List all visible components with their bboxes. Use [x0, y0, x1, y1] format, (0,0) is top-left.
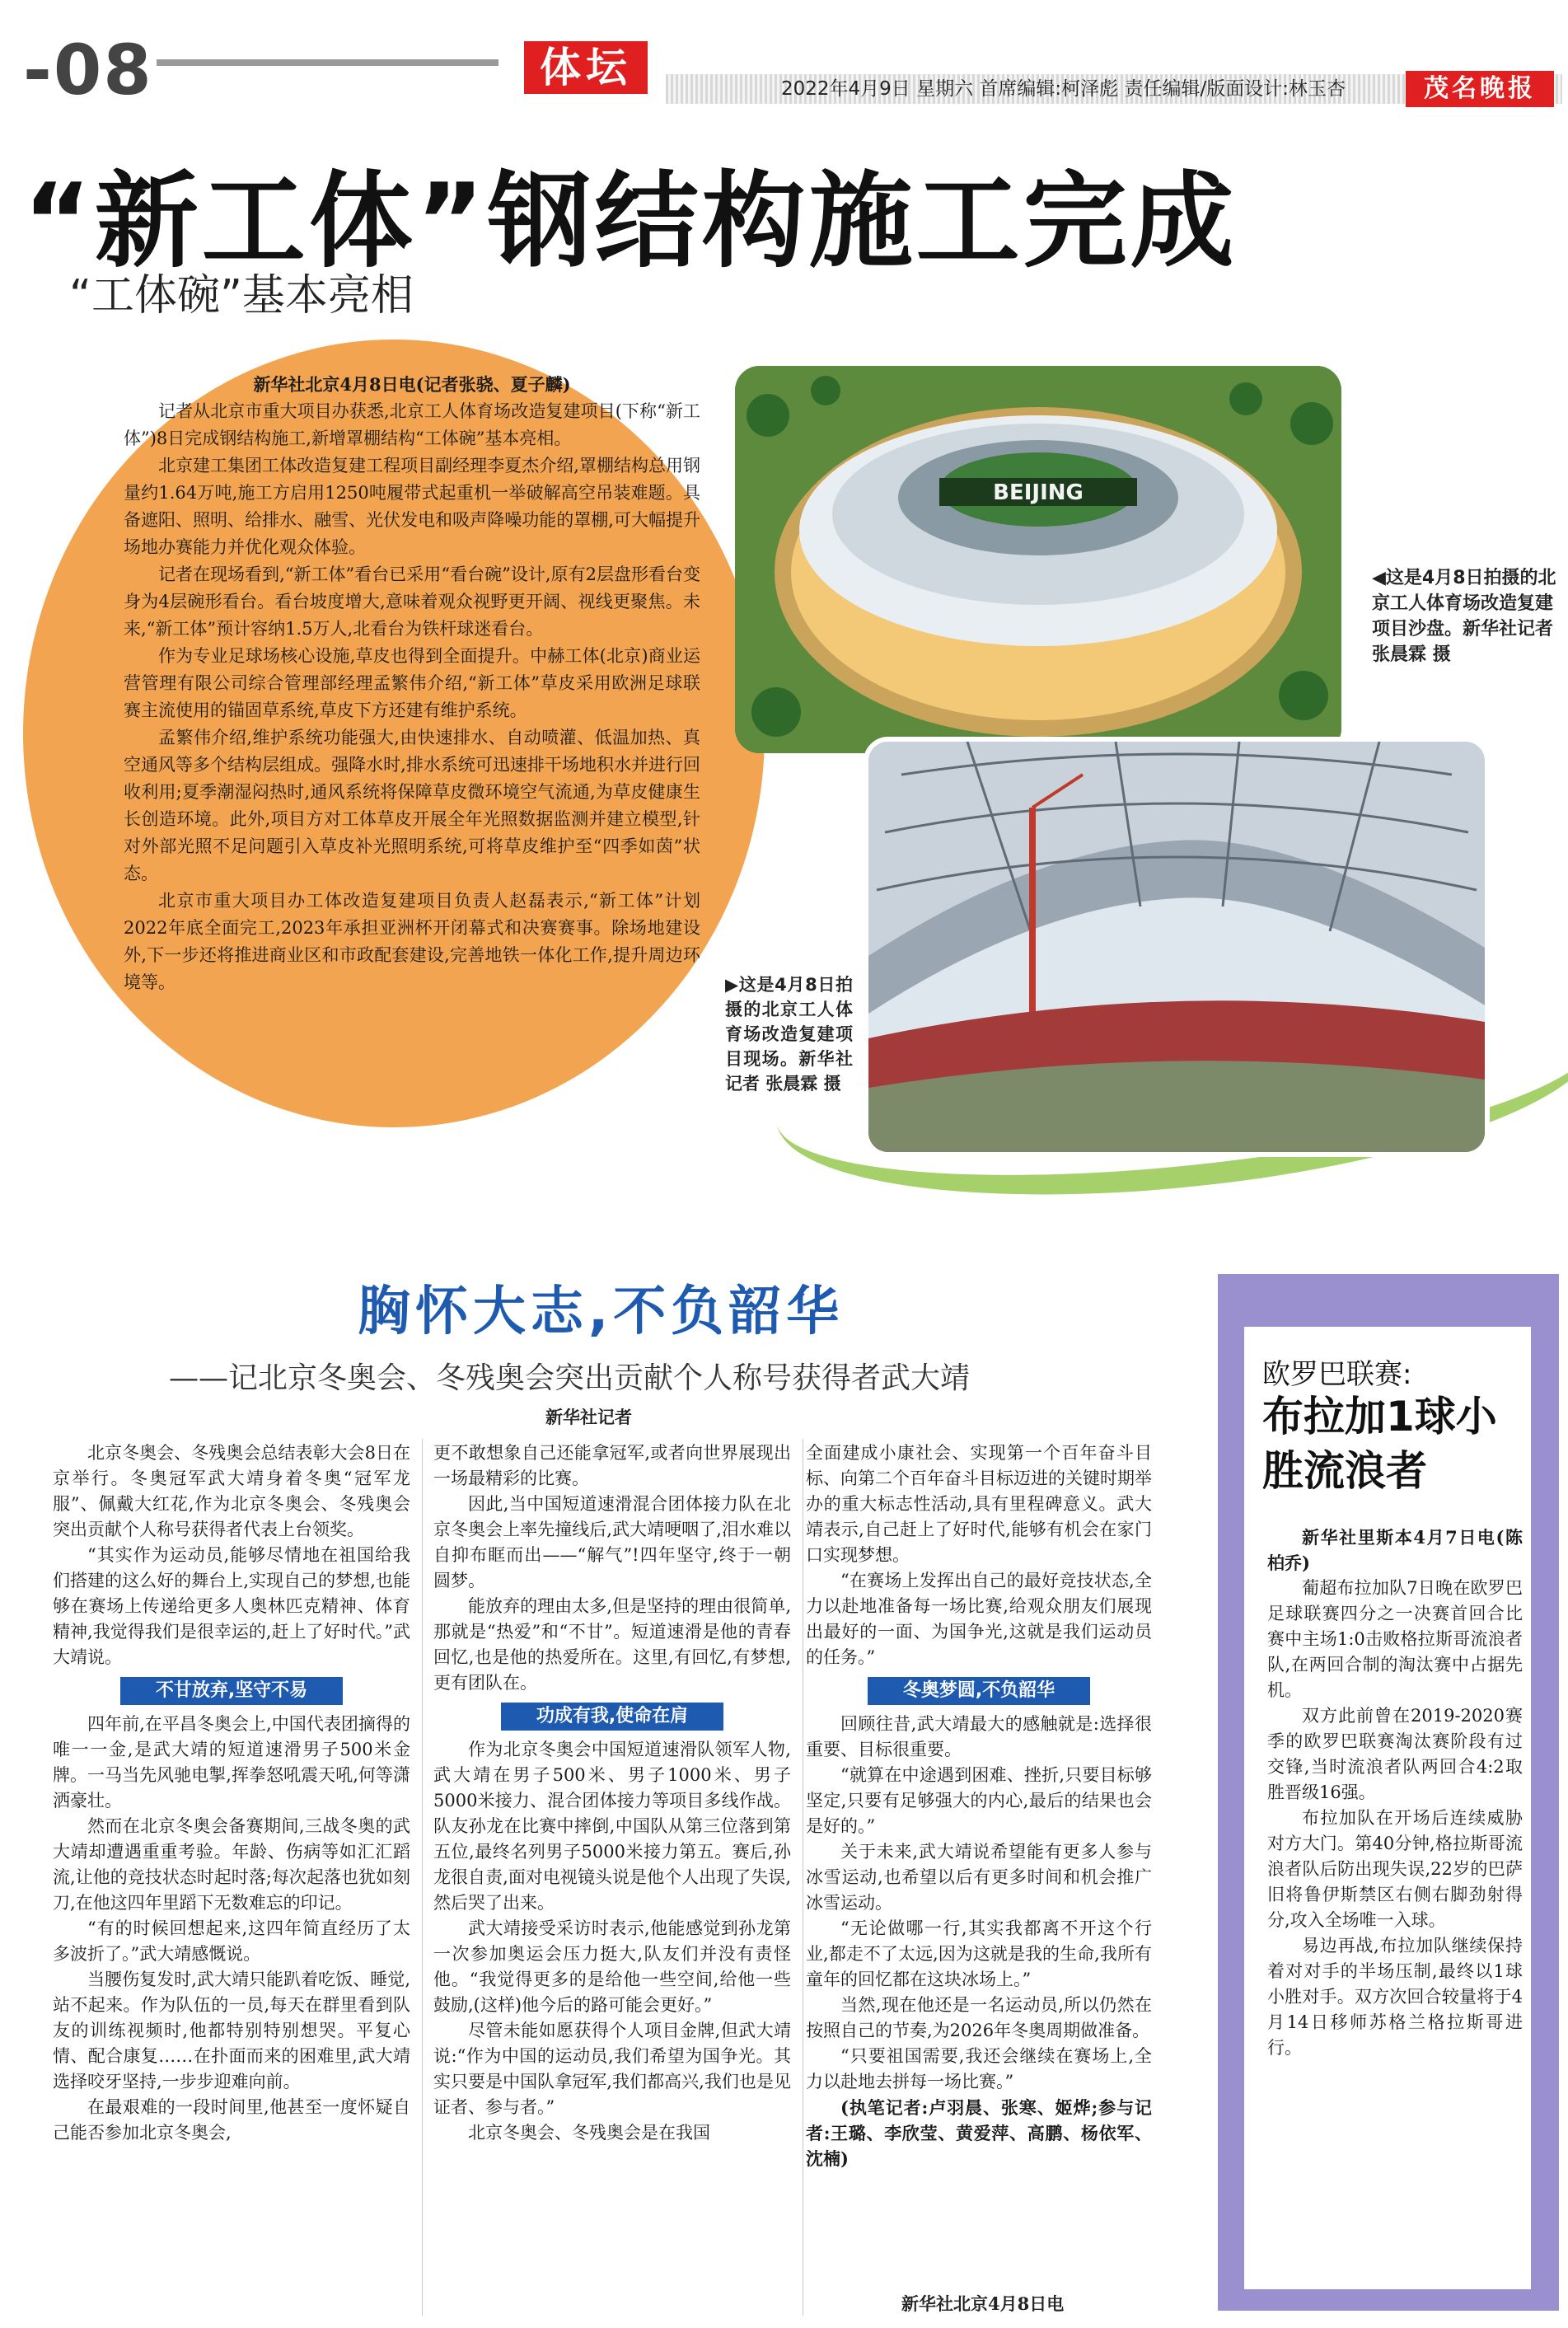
- article2-subhead: 功成有我,使命在肩: [501, 1703, 723, 1731]
- article2-paragraph: “就算在中途遇到困难、挫折,只要目标够坚定,只要有足够强大的内心,最后的结果也会是好的。”: [806, 1765, 1152, 1836]
- section-badge: 体坛: [524, 41, 648, 94]
- article1-paragraph: 记者在现场看到,“新工体”看台已采用“看台碗”设计,原有2层盘形看台变身为4层碗形看台。看台坡度增大,意味着观众视野更开阔、视线更聚焦。未来,“新工体”预计容纳1.5万人,北看台为铁杆球迷看台。: [124, 564, 700, 639]
- article2-paragraph: “其实作为运动员,能够尽情地在祖国给我们搭建的这么好的舞台上,实现自己的梦想,也能够在赛场上传递给更多人奥林匹克精神、体育精神,我觉得我们是很幸运的,赶上了好时代。”武大靖说。: [53, 1545, 410, 1667]
- page-number: -08: [23, 30, 153, 110]
- sidebar-body: [1267, 1525, 1523, 2061]
- article1-paragraph: 孟繁伟介绍,维护系统功能强大,由快速排水、自动喷灌、低温加热、真空通风等多个结构层组成。强降水时,排水系统可迅速排干场地积水并进行回收利用;夏季潮湿闷热时,通风系统将保障草皮微环境空气流通,为草皮健康生长创造环境。此外,项目方对工体草皮开展全年光照数据监测并建立模型,针对外部光照不足问题引入草皮补光照明系统,可将草皮维护至“四季如茵”状态。: [124, 728, 700, 883]
- article2-subheadline: ——记北京冬奥会、冬残奥会突出贡献个人称号获得者武大靖: [169, 1361, 971, 1395]
- article2-column-a: [53, 1440, 410, 2146]
- article2-paragraph: 作为北京冬奥会中国短道速滑队领军人物,武大靖在男子500米、男子1000米、男子5000米接力、混合团体接力等项目多线作战。队友孙龙在比赛中摔倒,中国队从第三位落到第五位,最终名列男子5000米接力第五。赛后,孙龙很自责,面对电视镜头说是他个人出现了失误,然后哭了出来。: [433, 1740, 791, 1913]
- article2-paragraph: 关于未来,武大靖说希望能有更多人参与冰雪运动,也希望以后有更多时间和机会推广冰雪运动。: [806, 1842, 1152, 1913]
- sidebar-paragraph: 双方此前曾在2019-2020赛季的欧罗巴联赛淘汰赛阶段有过交锋,当时流浪者队两回合4:2取胜晋级16强。: [1267, 1706, 1523, 1802]
- article2-paragraph: 回顾往昔,武大靖最大的感触就是:选择很重要、目标很重要。: [806, 1714, 1152, 1759]
- steel-structure-icon: [868, 742, 1485, 1152]
- column-divider: [422, 1439, 423, 2316]
- photo1-caption: ◀这是4月8日拍摄的北京工人体育场改造复建项目沙盘。新华社记者 张晨霖 摄: [1372, 568, 1556, 665]
- article2-column-b: [433, 1440, 791, 2146]
- article2-paragraph: 在最艰难的一段时间里,他甚至一度怀疑自己能否参加北京冬奥会,: [53, 2097, 410, 2143]
- article1-subheadline: “工体碗”基本亮相: [69, 271, 414, 321]
- article2-paragraph: 当腰伤复发时,武大靖只能趴着吃饭、睡觉,站不起来。作为队伍的一员,每天在群里看到队友的训练视频时,他都特别特别想哭。平复心情、配合康复……在扑面而来的困难里,武大靖选择咬牙坚持,一步步迎难向前。: [53, 1970, 410, 2091]
- article2-dateline: 新华社北京4月8日电: [901, 2293, 1065, 2314]
- article2-paragraph: “在赛场上发挥出自己的最好竞技状态,全力以赴地准备每一场比赛,给观众朋友们展现出最好的一面、为国争光,这就是我们运动员的任务。”: [806, 1571, 1152, 1667]
- article2-paragraph: 能放弃的理由太多,但是坚持的理由很简单,那就是“热爱”和“不甘”。短道速滑是他的青春回忆,也是他的热爱所在。这里,有回忆,有梦想,更有团队在。: [433, 1596, 791, 1693]
- article2-subhead: 不甘放弃,坚守不易: [120, 1677, 343, 1705]
- article2-byline: 新华社记者: [545, 1407, 632, 1427]
- construction-site-photo: [864, 737, 1490, 1157]
- article2-credits: (执笔记者:卢羽晨、张寒、姬烨;参与记者:王璐、李欣莹、黄爱萍、高鹏、杨依军、沈楠): [806, 2097, 1152, 2169]
- sidebar-paragraph: 布拉加队在开场后连续威胁对方大门。第40分钟,格拉斯哥流浪者队后防出现失误,22岁的巴萨旧将鲁伊斯禁区右侧右脚劲射得分,攻入全场唯一入球。: [1267, 1808, 1523, 1930]
- scoreboard-text: BEIJING: [993, 480, 1084, 505]
- article2-paragraph: 北京冬奥会、冬残奥会总结表彰大会8日在京举行。冬奥冠军武大靖身着冬奥“冠军龙服”、佩戴大红花,作为北京冬奥会、冬残奥会突出贡献个人称号获得者代表上台领奖。: [53, 1443, 410, 1539]
- article2-paragraph: 更不敢想象自己还能拿冠军,或者向世界展现出一场最精彩的比赛。: [433, 1443, 791, 1488]
- sidebar-paragraph: 易边再战,布拉加队继续保持着对对手的半场压制,最终以1球小胜对手。双方次回合较量将于4月14日移师苏格兰格拉斯哥进行。: [1267, 1936, 1523, 2058]
- article1-lead: 新华社北京4月8日电(记者张骁、夏子麟): [253, 374, 571, 395]
- sidebar-kicker: 欧罗巴联赛:: [1262, 1358, 1412, 1391]
- article1-paragraph: 北京建工集团工体改造复建工程项目副经理李夏杰介绍,罩棚结构总用钢量约1.64万吨,施工方启用1250吨履带式起重机一举破解高空吊装难题。具备遮阳、照明、给排水、融雪、光伏发电和吸声降噪功能的罩棚,可大幅提升场地办赛能力并优化观众体验。: [124, 456, 700, 557]
- article2-paragraph: 然而在北京冬奥会备赛期间,三战冬奥的武大靖却遭遇重重考验。年龄、伤病等如汇汇蹈流,让他的竞技状态时起时落;每次起落也犹如刻刀,在他这四年里蹈下无数难忘的印记。: [53, 1816, 410, 1913]
- article2-paragraph: 全面建成小康社会、实现第一个百年奋斗目标、向第二个百年奋斗目标迈进的关键时期举办的重大标志性活动,具有里程碑意义。武大靖表示,自己赶上了好时代,能够有机会在家门口实现梦想。: [806, 1443, 1152, 1565]
- article1-paragraph: 作为专业足球场核心设施,草皮也得到全面提升。中赫工体(北京)商业运营管理有限公司综合管理部经理孟繁伟介绍,“新工体”草皮采用欧洲足球联赛主流使用的锚固草系统,草皮下方还建有维护系统。: [124, 646, 700, 720]
- sidebar-title: 布拉加1球小胜流浪者: [1262, 1393, 1497, 1495]
- article1-paragraph: 记者从北京市重大项目办获悉,北京工人体育场改造复建项目(下称“新工体”)8日完成钢结构施工,新增罩棚结构“工体碗”基本亮相。: [124, 401, 700, 448]
- stadium-model-photo: [735, 366, 1341, 753]
- article2-paragraph: 武大靖接受采访时表示,他能感觉到孙龙第一次参加奥运会压力挺大,队友们并没有责怪他。“我觉得更多的是给他一些空间,给他一些鼓励,(这样)他今后的路可能会更好。”: [433, 1918, 791, 2015]
- article2-paragraph: 当然,现在他还是一名运动员,所以仍然在按照自己的节奏,为2026年冬奥周期做准备。: [806, 1995, 1152, 2040]
- article2-paragraph: 四年前,在平昌冬奥会上,中国代表团摘得的唯一一金,是武大靖的短道速滑男子500米金牌。一马当先风驰电掣,挥拳怒吼震天吼,何等潇洒豪壮。: [53, 1714, 410, 1810]
- article1-headline: “新工体”钢结构施工完成: [23, 161, 1238, 282]
- article2-paragraph: 因此,当中国短道速滑混合团体接力队在北京冬奥会上率先撞线后,武大靖哽咽了,泪水难以自抑布眶而出——“解气”!四年坚守,终于一朝圆梦。: [433, 1494, 791, 1590]
- article2-column-c: [806, 1440, 1152, 2171]
- article2-paragraph: “只要祖国需要,我还会继续在赛场上,全力以赴地去拼每一场比赛。”: [806, 2046, 1152, 2091]
- article2-paragraph: “有的时候回想起来,这四年简直经历了太多波折了。”武大靖感慨说。: [53, 1918, 410, 1964]
- sidebar-paragraph: 葡超布拉加队7日晚在欧罗巴足球联赛四分之一决赛首回合比赛中主场1:0击败格拉斯哥流浪者队,在两回合制的淘汰赛中占据先机。: [1267, 1578, 1523, 1700]
- header-rule: [157, 59, 498, 66]
- article2-paragraph: 北京冬奥会、冬残奥会是在我国: [468, 2123, 710, 2143]
- photo2-caption: ▶这是4月8日拍摄的北京工人体育场改造复建项目现场。新华社记者 张晨霖 摄: [725, 975, 853, 1094]
- sidebar-lead: 新华社里斯本4月7日电(陈柏乔): [1267, 1527, 1523, 1573]
- article2-subhead: 冬奥梦圆,不负韶华: [868, 1677, 1090, 1705]
- stadium-model-icon: [735, 366, 1341, 753]
- dateline: 2022年4月9日 星期六 首席编辑:柯泽彪 责任编辑/版面设计:林玉杏: [781, 78, 1346, 100]
- article1-paragraph: 北京市重大项目办工体改造复建项目负责人赵磊表示,“新工体”计划2022年底全面完工,2023年承担亚洲杯开闭幕式和决赛赛事。除场地建设外,下一步还将推进商业区和市政配套建设,完善地铁一体化工作,提升周边环境等。: [124, 891, 700, 992]
- masthead-logo: 茂名晚报: [1406, 71, 1554, 107]
- article2-paragraph: 尽管未能如愿获得个人项目金牌,但武大靖说:“作为中国的运动员,我们希望为国争光。其实只要是中国队拿冠军,我们都高兴,我们也是见证者、参与者。”: [433, 2021, 791, 2117]
- article1-body: [124, 371, 700, 996]
- article2-headline: 胸怀大志,不负韶华: [358, 1281, 845, 1342]
- article2-paragraph: “无论做哪一行,其实我都离不开这个行业,都走不了太远,因为这就是我的生命,我所有童年的回忆都在这块冰场上。”: [806, 1918, 1152, 1989]
